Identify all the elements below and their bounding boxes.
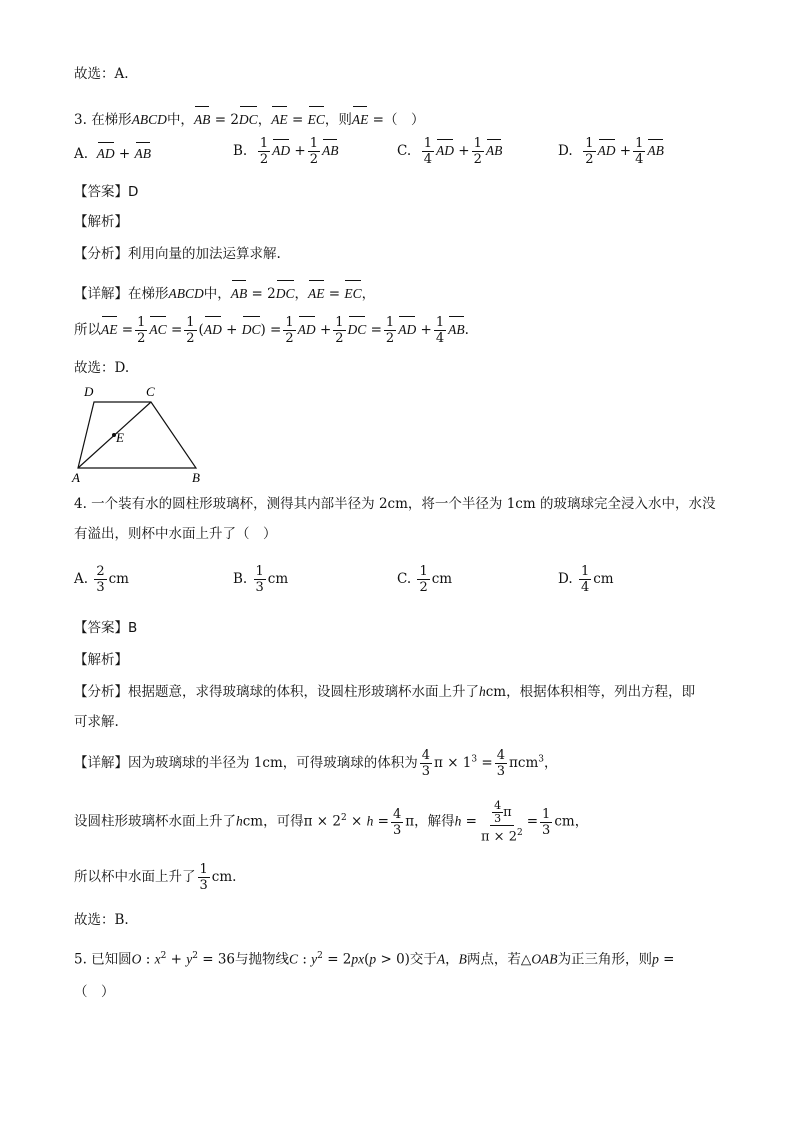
q4-option-c: C. $\frac{1}{2}$ cm <box>397 564 453 595</box>
q3-option-a: A. AD + AB <box>74 140 151 162</box>
q4-select: 故选：B. <box>74 912 129 928</box>
q3-answer: 【答案】D <box>74 184 139 200</box>
q4-answer: 【答案】B <box>74 620 138 636</box>
q3-text: （ ） <box>383 112 425 128</box>
label-e: E <box>116 430 124 445</box>
q3-text: 在梯形 <box>91 112 132 128</box>
q4-stem-line1: 4. 一个装有水的圆柱形玻璃杯，测得其内部半径为 2cm，将一个半径为 1cm 的玻璃球完全浸入水中，水没 <box>74 496 716 512</box>
label-d: D <box>84 384 94 399</box>
q5-stem: 5. 已知圆O : $x^2 + y^2 = 36$与抛物线C : $y^2 = 2px(p > 0)$交于A，B两点，若△OAB为正三角形，则p = <box>74 951 675 968</box>
trapezoid-diagram <box>70 380 220 484</box>
q4-option-d: D. $\frac{1}{4}$ cm <box>558 564 614 595</box>
q3-fenxi: 【分析】利用向量的加法运算求解. <box>74 246 281 262</box>
label-c: C <box>146 384 155 399</box>
q3-text: 中， <box>166 112 194 128</box>
q3-xiangjie: 【详解】在梯形ABCD中，AB = 2DC，AE = EC， <box>74 278 375 304</box>
q3-jiexi: 【解析】 <box>74 214 128 230</box>
q3-derivation: 所以AE = $\frac{1}{2}$ AC = $\frac{1}{2}$ (AD + DC) = $\frac{1}{2}$ AD + $\frac{1}{2}$ DC = $\frac{1}{2}$ AD + $\frac{1}{4}$ AB. <box>74 315 469 346</box>
q3-select: 故选：D. <box>74 360 130 376</box>
q4-fenxi: 【分析】根据题意，求得玻璃球的体积，设圆柱形玻璃杯水面上升了hcm，根据体积相等，列出方程，即 <box>74 684 696 700</box>
q4-jiexi: 【解析】 <box>74 652 128 668</box>
q3-stem: 3. 在梯形ABCD中，AB = 2DC，AE = EC，则AE =（ ） <box>74 104 424 130</box>
q5-blank: （ ） <box>74 984 115 1000</box>
q4-fenxi-cont: 可求解. <box>74 714 119 730</box>
q3-number: 3. <box>74 112 87 128</box>
q3-option-d: D. $\frac{1}{2}$ AD + $\frac{1}{4}$ AB <box>558 136 664 167</box>
q4-option-a: A. $\frac{2}{3}$ cm <box>74 564 129 595</box>
q4-equation: 设圆柱形玻璃杯水面上升了hcm，可得$\pi \times 2^2 \times h$ = $\frac{4}{3}$ π，解得h = $\frac{4}{3}$ π $\pi \times 2^2$ = $\frac{1}{3}$ cm， <box>74 799 589 845</box>
label-b: B <box>192 470 200 484</box>
prev-answer-line: 故选：A. <box>74 66 129 82</box>
q4-option-b: B. $\frac{1}{3}$ cm <box>233 564 289 595</box>
q3-text: ，则 <box>324 112 352 128</box>
q3-option-c: C. $\frac{1}{4}$ AD + $\frac{1}{2}$ AB <box>397 136 503 167</box>
q4-stem-line2: 有溢出，则杯中水面上升了（ ） <box>74 526 277 542</box>
q4-xiangjie: 【详解】因为玻璃球的半径为 1cm，可得玻璃球的体积为 $\frac{4}{3}$ $\pi \times 1^3$ = $\frac{4}{3}$ πcm$^3$， <box>74 748 558 779</box>
q3-option-b: B. $\frac{1}{2}$ AD + $\frac{1}{2}$ AB <box>233 136 339 167</box>
q4-result: 所以杯中水面上升了 $\frac{1}{3}$ cm. <box>74 862 237 893</box>
label-a: A <box>72 470 80 484</box>
q3-text: ， <box>257 112 272 128</box>
